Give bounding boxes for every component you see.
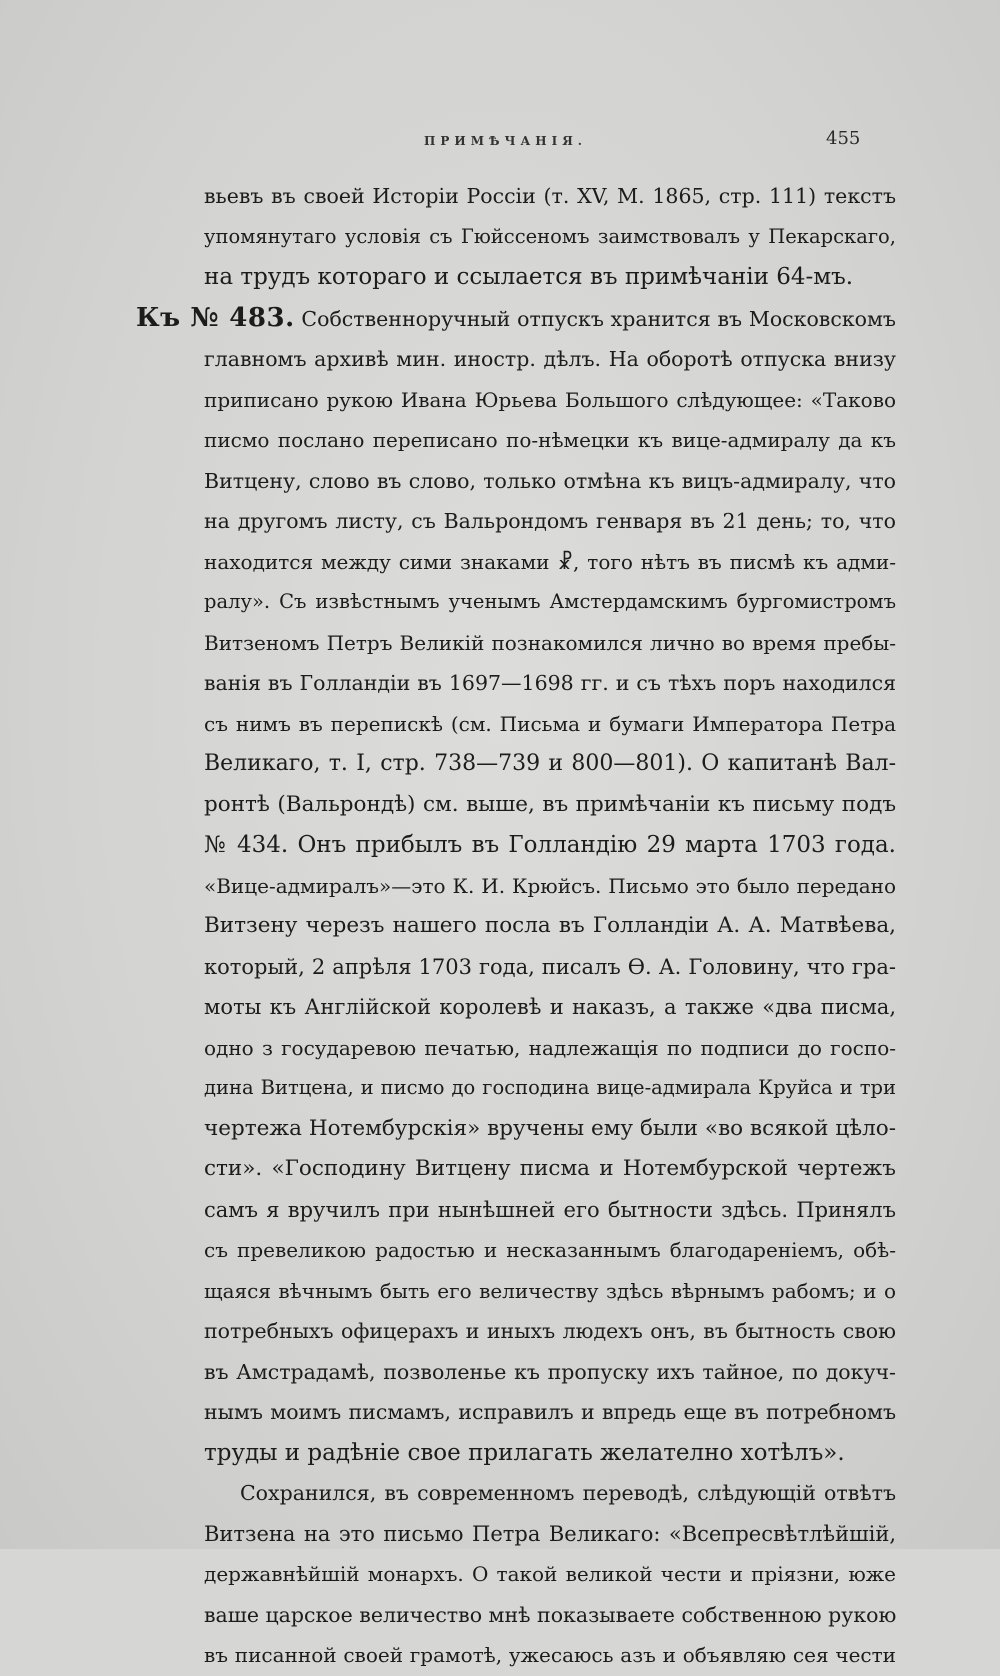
text-line: нымъ моимъ писмамъ, исправилъ и впредь еще въ потребномъ xyxy=(204,1400,896,1424)
text-line: ралу». Съ извѣстнымъ ученымъ Амстердамскимъ бургомистромъ xyxy=(204,590,896,613)
text-line: съ превеликою радостью и несказаннымъ благодареніемъ, обѣ- xyxy=(204,1238,896,1262)
body-text xyxy=(136,176,896,1676)
note-483 xyxy=(136,298,896,1474)
text-line: дина Витцена, и писмо до господина вице-адмирала Круйса и три xyxy=(204,1076,896,1099)
text-line: труды и радѣніе свое прилагать желателно хотѣлъ». xyxy=(204,1439,845,1466)
text-line: ваше царское величество мнѣ показываете собственною рукою xyxy=(204,1602,897,1627)
text-line: «Вице-адмиралъ»—это К. И. Крюйсъ. Письмо это было передано xyxy=(204,873,896,898)
text-line: сти». «Господину Витцену писма и Нотембурской чертежъ xyxy=(204,1156,896,1181)
text-line: ванія въ Голландіи въ 1697—1698 гг. и съ тѣхъ поръ находился xyxy=(204,671,896,695)
text-line: № 434. Онъ прибылъ въ Голландію 29 марта 1703 года. xyxy=(204,832,896,858)
continuation-paragraph xyxy=(136,176,896,298)
text-line: вьевъ въ своей Исторіи Россіи (т. XV, М. 1865, стр. 111) текстъ xyxy=(204,184,896,208)
note-first-line-text: Собственноручный отпускъ хранится въ Московскомъ xyxy=(301,306,896,331)
text-line: щаяся вѣчнымъ быть его величеству здѣсь вѣрнымъ рабомъ; и о xyxy=(204,1278,896,1303)
text-line: Сохранился, въ современномъ переводѣ, слѣдующій отвѣтъ xyxy=(240,1481,896,1505)
text-line: на другомъ листу, съ Вальрондомъ генваря въ 21 день; то, что xyxy=(204,509,896,533)
text-line: ронтѣ (Вальрондѣ) см. выше, въ примѣчаніи къ письму подъ xyxy=(204,791,896,817)
paragraph-reply xyxy=(136,1473,896,1676)
text-line: въ Амстрадамѣ, позволенье къ пропуску ихъ тайное, по докуч- xyxy=(204,1359,896,1384)
note-first-line xyxy=(136,298,896,340)
text-line: находится между сими знаками ☧, того нѣтъ въ писмѣ къ адми- xyxy=(204,549,896,574)
text-line: главномъ архивѣ мин. иностр. дѣлъ. На оборотѣ отпуска внизу xyxy=(204,347,896,371)
text-line: державнѣйшій монархъ. О такой великой чести и пріязни, юже xyxy=(204,1562,896,1586)
text-line: потребныхъ офицерахъ и иныхъ людехъ онъ, въ бытность свою xyxy=(204,1319,896,1343)
text-line: Витцену, слово въ слово, только отмѣна къ вицъ-адмиралу, что xyxy=(204,468,896,493)
text-line: писмо послано переписано по-нѣмецки къ вице-адмиралу да къ xyxy=(204,428,896,452)
page-header xyxy=(0,128,1000,152)
text-line: одно з государевою печатью, надлежащія по подписи до госпо- xyxy=(204,1035,896,1060)
text-line: съ нимъ въ перепискѣ (см. Письма и бумаги Императора Петра xyxy=(204,711,896,736)
text-line: Витзену черезъ нашего посла въ Голландіи А. А. Матвѣева, xyxy=(204,913,896,938)
text-line: въ писанной своей грамотѣ, ужесаюсь азъ и объявляю сея чести xyxy=(204,1643,896,1667)
page-number: 455 xyxy=(826,128,861,149)
text-line: моты къ Англійской королевѣ и наказъ, а также «два писма, xyxy=(204,995,896,1019)
text-line: Великаго, т. I, стр. 738—739 и 800—801). О капитанѣ Вал- xyxy=(204,751,896,776)
text-line: приписано рукою Ивана Юрьева Большого слѣдующее: «Таково xyxy=(204,387,896,412)
text-line: на трудъ котораго и ссылается въ примѣчаніи 64-мъ. xyxy=(204,264,854,290)
running-head: ПРИМѢЧАНІЯ. xyxy=(424,134,587,148)
note-heading: Къ № 483. xyxy=(136,302,295,333)
text-line: упомянутаго условія съ Гюйссеномъ заимствовалъ у Пекарскаго, xyxy=(204,224,896,248)
text-line: который, 2 апрѣля 1703 года, писалъ Ѳ. А. Головину, что гра- xyxy=(204,954,896,979)
text-line: Витзена на это письмо Петра Великаго: «Всепресвѣтлѣйшій, xyxy=(204,1521,896,1546)
text-line: самъ я вручилъ при нынѣшней его бытности здѣсь. Принялъ xyxy=(204,1197,896,1222)
text-line: чертежа Нотембурскія» вручены ему были «во всякой цѣло- xyxy=(204,1115,896,1141)
text-line: Витзеномъ Петръ Великій познакомился лично во время пребы- xyxy=(204,630,896,655)
